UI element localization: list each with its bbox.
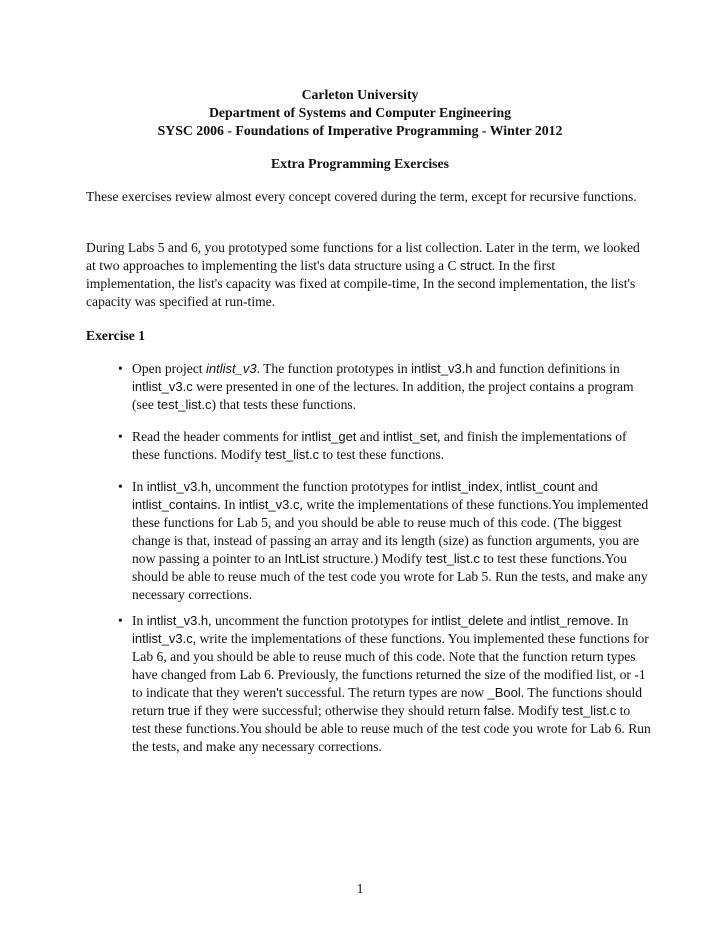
file-name: intlist_v3.c bbox=[238, 497, 300, 512]
intro-text: During Labs 5 and 6, you prototyped some functions for a list collection. Later in the term, we looked at two approaches to implementing the list's data structure using a C bbox=[86, 240, 640, 273]
file-name: intlist_v3.h bbox=[146, 479, 209, 494]
exercise-1-step-4: In intlist_v3.h, uncomment the function prototypes for intlist_delete and intlist_remove. In intlist_v3.c, write the implementations of these functions. You implemented these functions for Lab 6, and you should be able to reuse much of this code. Note that the function return types have changed from Lab 6. Previously, the functions returned the size of the modified list, or -1 to indicate that they weren't successful. The return types are now _Bool. The functions should return true if they were successful; otherwise they should return false. Modify test_list.c to test these functions.You should be able to reuse much of the test code you wrote for Lab 6. Run the tests, and make any necessary corrections. bbox=[132, 613, 651, 754]
file-name: test_list.c bbox=[264, 447, 320, 462]
exercise-1-step-2: Read the header comments for intlist_get and intlist_set, and finish the implementations of these functions. Modify test_list.c to test these functions. bbox=[132, 429, 627, 462]
function-name: intlist_delete bbox=[431, 613, 504, 628]
project-name: intlist_v3 bbox=[205, 361, 257, 376]
intro-paragraph-1: These exercises review almost every concept covered during the term, except for recursive functions. bbox=[86, 189, 637, 204]
exercise-1-heading: Exercise 1 bbox=[86, 328, 146, 343]
function-name: intlist_get bbox=[301, 429, 357, 444]
course-title: SYSC 2006 - Foundations of Imperative Programming - Winter 2012 bbox=[157, 123, 563, 138]
bullet-marker: • bbox=[118, 479, 123, 494]
keyword: false bbox=[483, 703, 512, 718]
exercise-1-step-1: Open project intlist_v3. The function prototypes in intlist_v3.h and function definitions in intlist_v3.c were presented in one of the lectures. In addition, the project contains a program (see test_list.c) that tests these functions. bbox=[132, 361, 634, 412]
bullet-marker: • bbox=[118, 361, 123, 376]
function-name: intlist_index bbox=[431, 479, 500, 494]
file-name: test_list.c bbox=[425, 551, 480, 566]
file-name: intlist_v3.h bbox=[411, 361, 473, 376]
exercise-1-step-3: In intlist_v3.h, uncomment the function prototypes for intlist_index, intlist_count and intlist_contains. In intlist_v3.c, write the implementations of these functions.You implemented these functions for Lab 5, and you should be able to reuse much of this code. (The biggest change is that, instead of passing an array and its length (size) as function arguments, you are now passing a pointer to an IntList structure.) Modify test_list.c to test these functions.You should be able to reuse much of the test code you wrote for Lab 5. Run the tests, and make any necessary corrections. bbox=[132, 479, 649, 602]
bullet-marker: • bbox=[118, 429, 123, 444]
type-name: IntList bbox=[284, 551, 320, 566]
bullet-marker: • bbox=[118, 613, 123, 628]
file-name: intlist_v3.h bbox=[146, 613, 209, 628]
page-number: 1 bbox=[356, 881, 364, 896]
function-name: intlist_remove bbox=[530, 613, 611, 628]
file-name: test_list.c bbox=[157, 397, 212, 412]
department-name: Department of Systems and Computer Engineering bbox=[208, 105, 512, 120]
code-struct: struct bbox=[459, 258, 492, 273]
file-name: intlist_v3.c bbox=[132, 379, 193, 394]
keyword: true bbox=[167, 703, 191, 718]
document-title: Extra Programming Exercises bbox=[270, 156, 450, 171]
function-name: intlist_set bbox=[382, 429, 438, 444]
function-name: intlist_contains bbox=[132, 497, 218, 512]
file-name: intlist_v3.c bbox=[132, 631, 193, 646]
type-name: _Bool bbox=[487, 685, 521, 700]
file-name: test_list.c bbox=[562, 703, 617, 718]
intro-paragraph-2 bbox=[86, 239, 646, 311]
university-name: Carleton University bbox=[301, 87, 419, 102]
intro-text: . In the first implementation, the list's capacity was fixed at compile-time, In the second implementation, the list's capacity was specified at run-time. bbox=[86, 258, 636, 309]
function-name: intlist_count bbox=[506, 479, 575, 494]
